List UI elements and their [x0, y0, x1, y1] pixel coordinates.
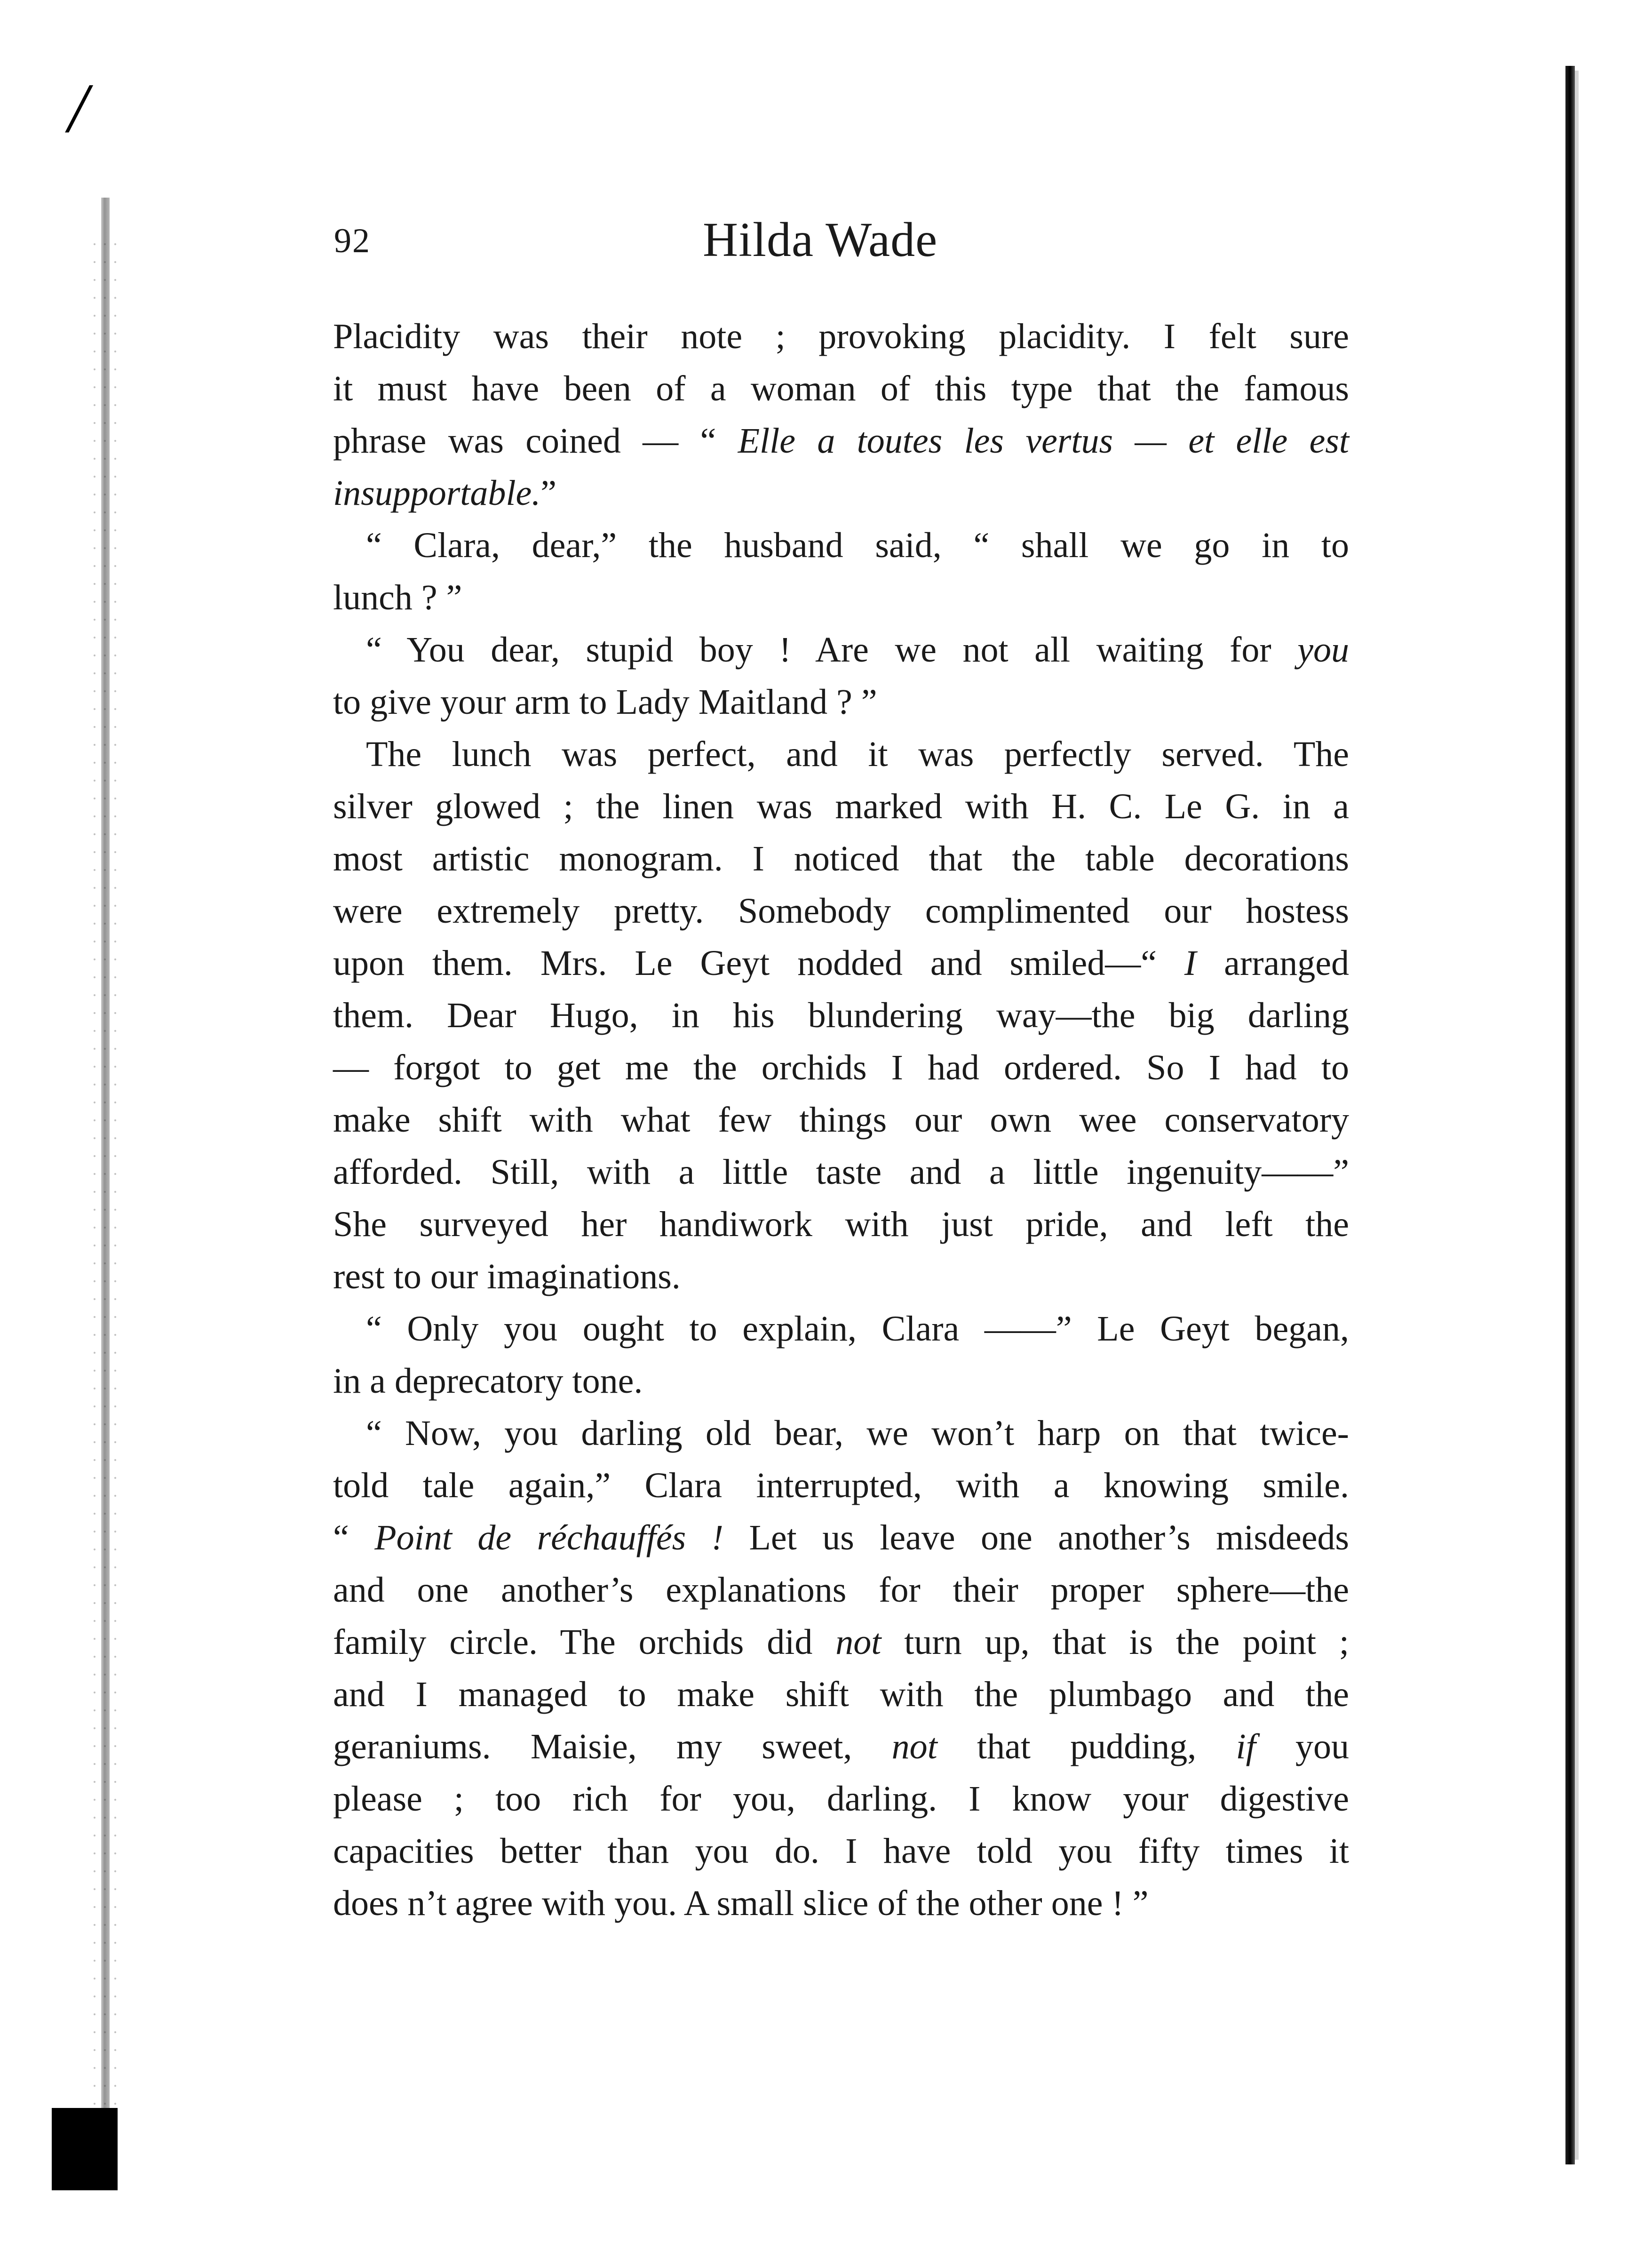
text-line: [333, 624, 1349, 676]
text-segment: most artistic monogram. I noticed that the table decorations: [333, 839, 1349, 878]
text-segment: it must have been of a woman of this type that the famous: [333, 369, 1349, 408]
text-segment: told tale again,” Clara interrupted, with a knowing smile.: [333, 1466, 1349, 1505]
text-line: [333, 519, 1349, 572]
text-segment: you: [1255, 1727, 1350, 1766]
italic-text-segment: not: [891, 1727, 937, 1766]
text-segment: does n’t agree with you. A small slice of the other one ! ”: [333, 1884, 1149, 1923]
text-line: [333, 1773, 1349, 1825]
text-line: [333, 1303, 1349, 1355]
text-line: [333, 1094, 1349, 1146]
text-segment: “ Now, you darling old bear, we won’t harp on that twice-: [366, 1413, 1349, 1453]
text-line: [333, 937, 1349, 990]
text-line: [333, 1460, 1349, 1512]
italic-text-segment: not: [835, 1622, 882, 1662]
text-line: [333, 1251, 1349, 1303]
text-segment: lunch ? ”: [333, 578, 462, 617]
running-head: [0, 207, 1652, 273]
text-segment: ”: [540, 473, 556, 513]
text-segment: that pudding,: [937, 1727, 1236, 1766]
text-segment: make shift with what few things our own wee conservatory: [333, 1100, 1349, 1140]
italic-text-segment: Point de réchauffés !: [374, 1518, 723, 1557]
text-segment: — forgot to get me the orchids I had ordered. So I had to: [333, 1048, 1349, 1087]
text-segment: geraniums. Maisie, my sweet,: [333, 1727, 892, 1766]
text-segment: were extremely pretty. Somebody complimented our hostess: [333, 891, 1349, 931]
text-line: [333, 1146, 1349, 1198]
text-line: [333, 1825, 1349, 1877]
text-line: [333, 676, 1349, 728]
text-segment: upon them. Mrs. Le Geyt nodded and smiled—“: [333, 943, 1184, 983]
text-segment: silver glowed ; the linen was marked with H. C. Le G. in a: [333, 787, 1349, 826]
text-segment: Placidity was their note ; provoking placidity. I felt sure: [333, 317, 1349, 356]
text-segment: “ Clara, dear,” the husband said, “ shall we go in to: [366, 526, 1349, 565]
body-text: [333, 311, 1349, 1930]
scan-corner-mark: /: [68, 69, 88, 147]
text-line: [333, 1668, 1349, 1721]
scan-page-edge-shadow: [1575, 71, 1579, 2160]
text-line: [333, 1042, 1349, 1094]
text-line: [333, 833, 1349, 885]
text-segment: please ; too rich for you, darling. I know your digestive: [333, 1779, 1349, 1819]
text-segment: family circle. The orchids did: [333, 1622, 836, 1662]
text-segment: The lunch was perfect, and it was perfectly served. The: [366, 734, 1349, 774]
text-line: [333, 885, 1349, 937]
scan-binding-noise: [89, 235, 122, 2141]
text-segment: capacities better than you do. I have told you fifty times it: [333, 1831, 1349, 1871]
text-segment: “ You dear, stupid boy ! Are we not all waiting for: [366, 630, 1298, 670]
text-line: [333, 1355, 1349, 1407]
text-segment: “ Only you ought to explain, Clara ——” Le Geyt began,: [366, 1309, 1349, 1349]
text-segment: and one another’s explanations for their proper sphere—the: [333, 1570, 1349, 1610]
text-line: [333, 415, 1349, 467]
scan-corner-block: [52, 2108, 118, 2190]
text-segment: to give your arm to Lady Maitland ? ”: [333, 682, 877, 722]
text-line: [333, 363, 1349, 415]
text-line: [333, 1877, 1349, 1930]
text-line: [333, 1512, 1349, 1564]
book-title: Hilda Wade: [703, 213, 938, 267]
text-segment: phrase was coined — “: [333, 421, 738, 461]
text-segment: “: [333, 1518, 375, 1557]
text-segment: and I managed to make shift with the plumbago and the: [333, 1675, 1349, 1714]
text-line: [333, 1198, 1349, 1251]
text-segment: turn up, that is the point ;: [881, 1622, 1349, 1662]
text-line: [333, 1721, 1349, 1773]
text-segment: afforded. Still, with a little taste and a little ingenuity——”: [333, 1152, 1349, 1192]
italic-text-segment: I: [1184, 943, 1197, 983]
text-segment: She surveyed her handiwork with just pride, and left the: [333, 1205, 1349, 1244]
text-segment: in a deprecatory tone.: [333, 1361, 643, 1401]
italic-text-segment: you: [1297, 630, 1349, 670]
text-line: [333, 1616, 1349, 1668]
text-segment: Let us leave one another’s misdeeds: [723, 1518, 1349, 1557]
text-line: [333, 1407, 1349, 1460]
scan-page-edge: [1565, 66, 1575, 2164]
text-line: [333, 1564, 1349, 1616]
text-line: [333, 311, 1349, 363]
text-segment: them. Dear Hugo, in his blundering way—the big darling: [333, 996, 1349, 1035]
text-line: [333, 781, 1349, 833]
italic-text-segment: if: [1236, 1727, 1256, 1766]
italic-text-segment: insupportable.: [333, 473, 541, 513]
text-line: [333, 467, 1349, 519]
text-segment: arranged: [1196, 943, 1349, 983]
page-number: 92: [334, 222, 371, 260]
text-line: [333, 728, 1349, 781]
text-segment: rest to our imaginations.: [333, 1257, 681, 1296]
text-line: [333, 990, 1349, 1042]
text-line: [333, 572, 1349, 624]
italic-text-segment: Elle a toutes les vertus — et elle est: [738, 421, 1349, 461]
